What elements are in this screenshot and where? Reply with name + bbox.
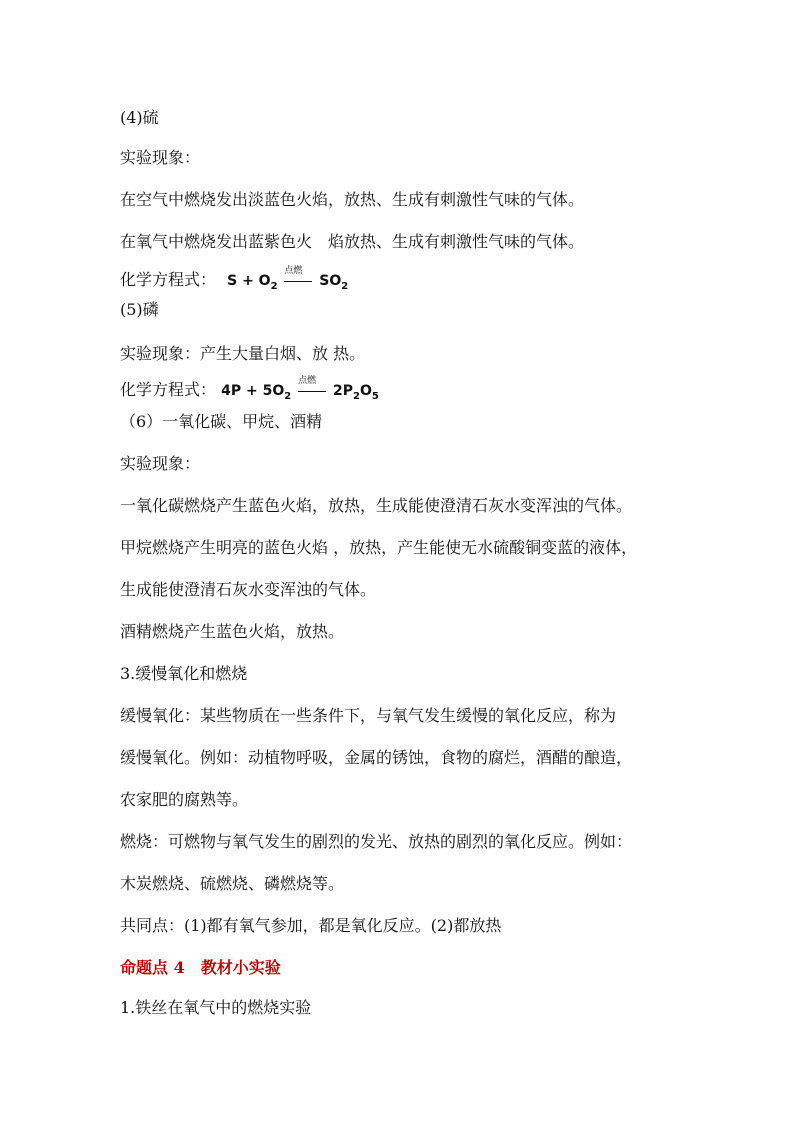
eq-right-sub1: 2 — [352, 390, 360, 402]
co-text: 一氧化碳燃烧产生蓝色火焰，放热，生成能使澄清石灰水变浑浊的气体。 — [120, 496, 633, 515]
phosphorus-equation — [221, 376, 379, 407]
combustion-2: 木炭燃烧、硫燃烧、磷燃烧等。 — [120, 874, 345, 893]
eq-left: 4P + 5O — [221, 383, 285, 399]
sulfur-equation — [227, 266, 349, 297]
phenomenon-label: 实验现象： — [120, 148, 201, 167]
eq-right-b: O — [359, 383, 372, 399]
section-heading-sulfur: (4)硫 — [120, 108, 159, 127]
section-heading-co-ch4-alcohol: （6）一氧化碳、甲烷、酒精 — [120, 412, 323, 431]
eq-right-sub2: 5 — [371, 390, 379, 402]
slow-oxidation-1: 缓慢氧化：某些物质在一些条件下，与氧气发生缓慢的氧化反应，称为 — [120, 706, 617, 725]
slow-oxidation-3: 农家肥的腐熟等。 — [120, 790, 249, 809]
eq-condition-label: 点燃 — [284, 266, 303, 276]
ch4-text-2: 生成能使澄清石灰水变浑浊的气体。 — [120, 580, 377, 599]
topic-heading: 命题点 4 教材小实验 — [120, 958, 281, 977]
eq-left-sub: 2 — [284, 390, 292, 402]
common-points: 共同点：(1)都有氧气参加，都是氧化反应。(2)都放热 — [120, 916, 502, 935]
section-heading-phosphorus: (5)磷 — [120, 300, 159, 319]
section-heading-slow-oxidation: 3.缓慢氧化和燃烧 — [120, 664, 248, 683]
sulfur-air-text: 在空气中燃烧发出淡蓝色火焰，放热、生成有刺激性气味的气体。 — [120, 190, 585, 209]
eq-left-sub: 2 — [270, 280, 278, 292]
eq-left: S + O — [227, 273, 271, 289]
phosphorus-equation-line — [120, 376, 379, 407]
ch4-text-1: 甲烷燃烧产生明亮的蓝色火焰 ，放热，产生能使无水硫酸铜变蓝的液体， — [120, 538, 638, 557]
alcohol-text: 酒精燃烧产生蓝色火焰，放热。 — [120, 622, 345, 641]
eq-right: SO — [319, 273, 342, 289]
sulfur-equation-line — [120, 266, 349, 297]
eq-condition — [298, 376, 326, 401]
eq-right-a: 2P — [332, 383, 353, 399]
equation-label: 化学方程式： — [120, 380, 217, 399]
eq-condition — [284, 266, 312, 291]
phosphorus-phenomenon: 实验现象：产生大量白烟、放 热。 — [120, 344, 366, 363]
equation-label: 化学方程式： — [120, 270, 217, 289]
topic-item-1: 1.铁丝在氧气中的燃烧实验 — [120, 998, 312, 1017]
combustion-1: 燃烧：可燃物与氧气发生的剧烈的发光、放热的剧烈的氧化反应。例如： — [120, 832, 633, 851]
sulfur-oxygen-text: 在氧气中燃烧发出蓝紫色火 焰放热、生成有刺激性气味的气体。 — [120, 232, 585, 251]
eq-condition-label: 点燃 — [298, 376, 317, 386]
eq-right-sub: 2 — [341, 280, 349, 292]
phenomenon-label: 实验现象： — [120, 454, 201, 473]
slow-oxidation-2: 缓慢氧化。例如：动植物呼吸，金属的锈蚀，食物的腐烂，酒醋的酿造， — [120, 748, 633, 767]
